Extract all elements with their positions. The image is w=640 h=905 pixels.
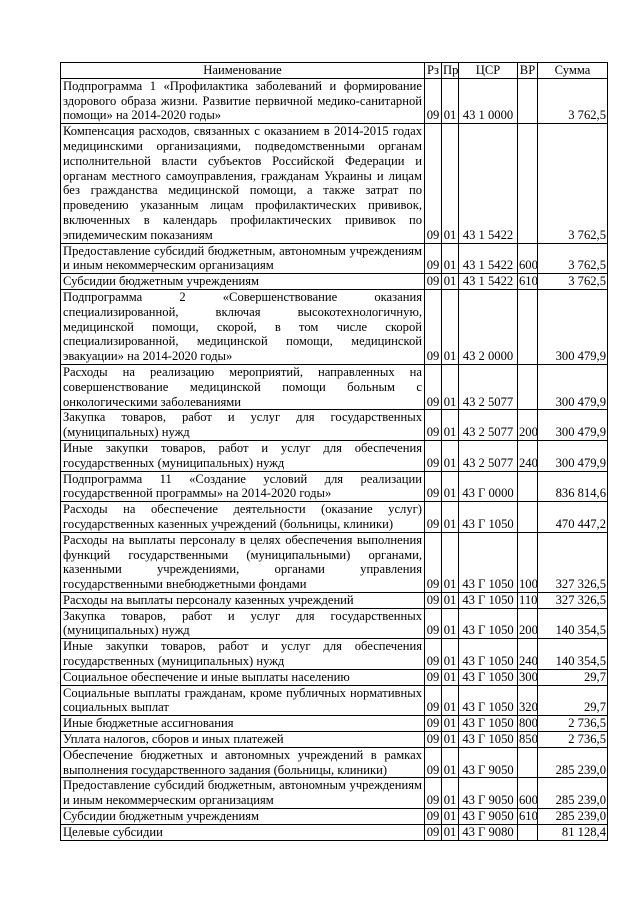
cell-vr: 610 [519,274,538,289]
table-row [61,471,608,502]
table-row [61,747,608,778]
cell-sum: 285 239,0 [538,747,608,778]
cell-vr: 300 [519,669,538,684]
cell-sum: 3 762,5 [538,124,608,243]
cell-csr: 43 Г 9050 [459,778,518,809]
cell-sum: 327 326,5 [538,532,608,592]
cell-vr [518,824,538,840]
cell-csr: 43 Г 1050 [459,532,518,592]
cell-vr [518,364,538,409]
cell-csr: 43 Г 0000 [459,471,518,502]
cell-vr: 600 [518,243,538,274]
cell-pr: 01 [442,364,459,409]
cell-name: Иные закупки товаров, работ и услуг для обеспечения государственных (муниципальных) нужд [61,440,425,471]
cell-name: Уплата налогов, сборов и иных платежей [61,732,425,748]
cell-rz: 09 [425,364,442,409]
table-row [61,608,608,639]
cell-name: Субсидии бюджетным учреждениям [61,274,425,290]
cell-name: Социальные выплаты гражданам, кроме публичных нормативных социальных выплат [61,685,425,716]
cell-csr: 43 2 5077 [459,440,518,471]
cell-pr: 01 [442,685,459,716]
cell-rz: 09 [425,471,442,502]
header-csr: ЦСР [459,63,518,79]
cell-sum: 81 128,4 [538,824,608,840]
cell-pr: 01 [442,592,459,608]
table-row [61,716,608,732]
cell-pr: 01 [442,410,459,441]
cell-pr: 01 [442,532,459,592]
cell-csr: 43 1 0000 [459,78,518,123]
cell-pr: 01 [442,716,459,732]
table-row [61,124,608,243]
cell-sum: 2 736,5 [538,732,608,748]
cell-rz: 09 [425,243,442,274]
cell-sum: 3 762,5 [538,274,608,290]
cell-rz: 09 [425,747,442,778]
table-row [61,502,608,533]
cell-sum: 285 239,0 [538,778,608,809]
cell-rz: 09 [425,274,442,290]
budget-table [60,62,608,841]
cell-vr: 240 [518,639,538,670]
cell-sum: 140 354,5 [538,608,608,639]
cell-sum: 2 736,5 [538,716,608,732]
cell-vr: 240 [518,440,538,471]
table-row [61,78,608,123]
cell-rz: 09 [425,716,442,732]
table-row [61,532,608,592]
cell-pr: 01 [442,669,459,685]
cell-name: Подпрограмма 11 «Создание условий для реализации государственной программы» на 2014-2020 годы» [61,471,425,502]
cell-csr: 43 Г 9050 [459,747,518,778]
cell-csr: 43 Г 1050 [459,732,518,748]
cell-name: Расходы на реализацию мероприятий, направленных на совершенствование медицинской помощи больным с онкологическими заболеваниями [61,364,425,409]
cell-sum: 29,7 [538,685,608,716]
cell-name: Расходы на обеспечение деятельности (оказание услуг) государственных казенных учреждений (больницы, клиники) [61,502,425,533]
cell-csr: 43 Г 1050 [459,669,518,685]
cell-sum: 3 762,5 [538,78,608,123]
table-row [61,592,608,608]
header-name: Наименование [61,63,425,79]
header-sum: Сумма [538,63,608,79]
cell-rz: 09 [425,289,442,364]
table-row [61,824,608,840]
table-row [61,364,608,409]
cell-name: Расходы на выплаты персоналу в целях обеспечения выполнения функций государственными (муниципальными) органами, казенными учреждениями, органами управления государственными внебюджетными фондами [61,532,425,592]
cell-rz: 09 [425,732,442,748]
cell-name: Расходы на выплаты персоналу казенных учреждений [61,592,425,608]
cell-sum: 300 479,9 [538,289,608,364]
cell-name: Целевые субсидии [61,824,425,840]
cell-sum: 285 239,0 [538,809,608,825]
cell-name: Компенсация расходов, связанных с оказанием в 2014-2015 годах медицинскими организациями, подведомственными органам исполнительной власти субъектов Российской Федерации и органам местного самоуправления, гражданам Украины и лицам без гражданства медицинской помощи, а также затрат по проведению указанным лицам профилактических прививок, включенных в календарь профилактических прививок по эпидемическим показаниям [61,124,425,243]
cell-rz: 09 [425,124,442,243]
header-rz: Рз [425,63,442,79]
cell-vr: 100 [518,532,538,592]
cell-vr: 610 [519,809,538,824]
table-row [61,685,608,716]
cell-csr: 43 Г 1050 [459,639,518,670]
cell-vr [518,471,538,502]
table-row [61,778,608,809]
cell-name: Иные бюджетные ассигнования [61,716,425,732]
cell-name: Обеспечение бюджетных и автономных учреждений в рамках выполнения государственного задания (больницы, клиники) [61,747,425,778]
cell-rz: 09 [425,440,442,471]
table-row [61,274,608,290]
cell-name: Социальное обеспечение и иные выплаты населению [61,669,425,685]
cell-rz: 09 [425,685,442,716]
cell-sum: 327 326,5 [538,592,608,608]
cell-csr: 43 Г 9080 [459,824,518,840]
cell-rz: 09 [425,410,442,441]
cell-vr [518,747,538,778]
cell-rz: 09 [425,532,442,592]
cell-pr: 01 [442,639,459,670]
cell-vr [518,78,538,123]
cell-sum: 300 479,9 [538,440,608,471]
cell-pr: 01 [442,78,459,123]
cell-csr: 43 1 5422 [459,274,518,290]
cell-pr: 01 [442,809,459,825]
cell-rz: 09 [425,778,442,809]
cell-sum: 3 762,5 [538,243,608,274]
table-row [61,809,608,825]
cell-rz: 09 [425,809,442,825]
cell-vr: 110 [519,592,538,607]
cell-rz: 09 [425,639,442,670]
table-row [61,669,608,685]
cell-sum: 470 447,2 [538,502,608,533]
cell-rz: 09 [425,824,442,840]
cell-vr [518,289,538,364]
cell-pr: 01 [442,732,459,748]
cell-rz: 09 [425,669,442,685]
cell-csr: 43 2 5077 [459,364,518,409]
cell-pr: 01 [442,440,459,471]
cell-pr: 01 [442,124,459,243]
table-row [61,440,608,471]
cell-vr: 320 [518,685,538,716]
cell-name: Иные закупки товаров, работ и услуг для обеспечения государственных (муниципальных) нужд [61,639,425,670]
cell-sum: 836 814,6 [538,471,608,502]
cell-vr [518,124,538,243]
cell-name: Предоставление субсидий бюджетным, автономным учреждениям и иным некоммерческим организациям [61,778,425,809]
cell-pr: 01 [442,778,459,809]
cell-pr: 01 [442,274,459,290]
cell-pr: 01 [442,471,459,502]
cell-sum: 300 479,9 [538,410,608,441]
cell-vr: 800 [519,716,538,731]
cell-name: Субсидии бюджетным учреждениям [61,809,425,825]
cell-pr: 01 [442,824,459,840]
cell-rz: 09 [425,592,442,608]
table-row [61,243,608,274]
cell-vr: 850 [519,732,538,747]
cell-vr: 600 [518,778,538,809]
table-row [61,732,608,748]
cell-csr: 43 Г 1050 [459,592,518,608]
table-row [61,410,608,441]
cell-rz: 09 [425,78,442,123]
cell-vr: 200 [518,608,538,639]
cell-csr: 43 1 5422 [459,124,518,243]
cell-csr: 43 Г 9050 [459,809,518,825]
cell-csr: 43 Г 1050 [459,502,518,533]
cell-vr: 200 [518,410,538,441]
table-row [61,639,608,670]
cell-csr: 43 Г 1050 [459,685,518,716]
cell-sum: 300 479,9 [538,364,608,409]
cell-name: Подпрограмма 1 «Профилактика заболеваний и формирование здорового образа жизни. Развитие первичной медико-санитарной помощи» на 2014-2020 годы» [61,78,425,123]
cell-csr: 43 1 5422 [459,243,518,274]
cell-name: Закупка товаров, работ и услуг для государственных (муниципальных) нужд [61,608,425,639]
table-header-row [61,63,608,79]
cell-csr: 43 Г 1050 [459,716,518,732]
cell-csr: 43 2 0000 [459,289,518,364]
cell-name: Подпрограмма 2 «Совершенствование оказания специализированной, включая высокотехнологичную, медицинской помощи, скорой, в том числе скорой специализированной, медицинской помощи, медицинской эвакуации» на 2014-2020 годы» [61,289,425,364]
cell-csr: 43 2 5077 [459,410,518,441]
cell-vr [518,502,538,533]
cell-pr: 01 [442,747,459,778]
cell-pr: 01 [442,243,459,274]
cell-rz: 09 [425,608,442,639]
header-pr: Пр [443,63,459,77]
cell-sum: 140 354,5 [538,639,608,670]
cell-name: Закупка товаров, работ и услуг для государственных (муниципальных) нужд [61,410,425,441]
cell-name: Предоставление субсидий бюджетным, автономным учреждениям и иным некоммерческим организациям [61,243,425,274]
cell-pr: 01 [442,289,459,364]
table-row [61,289,608,364]
header-vr: ВР [518,63,538,79]
cell-pr: 01 [442,608,459,639]
cell-csr: 43 Г 1050 [459,608,518,639]
cell-pr: 01 [442,502,459,533]
cell-rz: 09 [425,502,442,533]
cell-sum: 29,7 [538,669,608,685]
